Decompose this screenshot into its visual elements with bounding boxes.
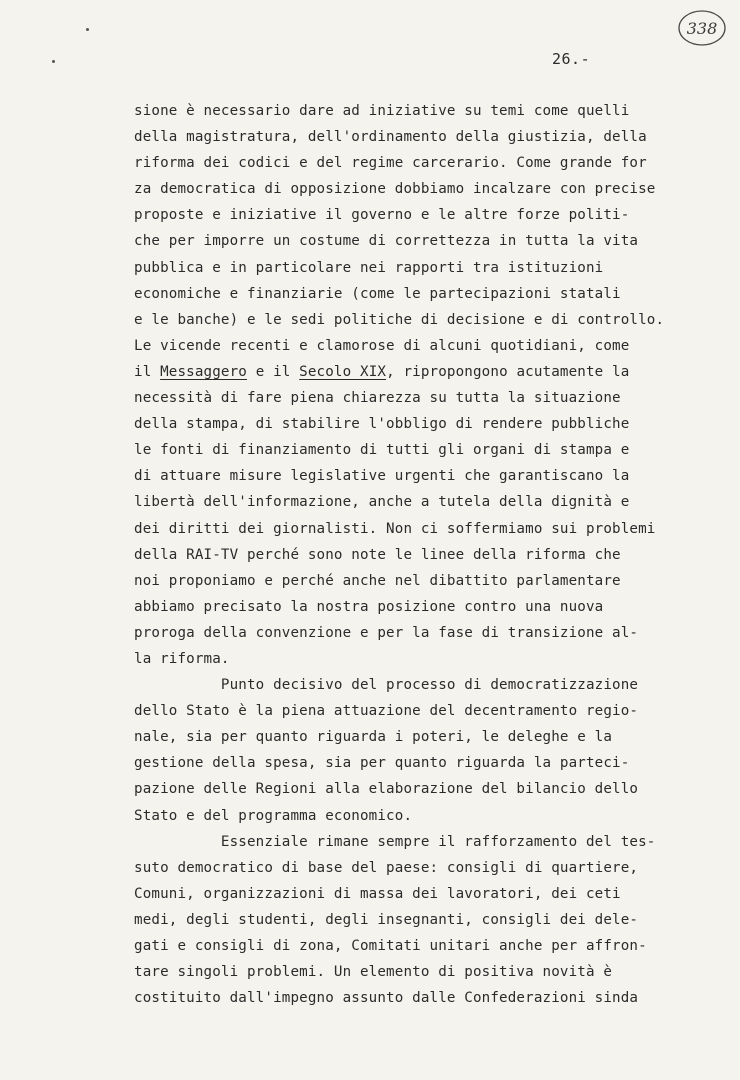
text-line: tare singoli problemi. Un elemento di positiva novità è <box>134 964 613 981</box>
text-line: medi, degli studenti, degli insegnanti, consigli dei dele- <box>134 911 639 928</box>
text-line: dello Stato è la piena attuazione del decentramento regio- <box>134 703 639 720</box>
text-line: necessità di fare piena chiarezza su tutta la situazione <box>134 390 621 407</box>
text-line: Stato e del programma economico. <box>134 807 413 824</box>
text-line: della stampa, di stabilire l'obbligo di rendere pubbliche <box>134 416 630 433</box>
text-fragment: e il <box>247 363 300 380</box>
text-line: la riforma. <box>134 650 230 667</box>
text-line: za democratica di opposizione dobbiamo incalzare con precise <box>134 181 656 198</box>
text-line: Comuni, organizzazioni di massa dei lavoratori, dei ceti <box>134 885 621 902</box>
archive-stamp-number: 338 <box>686 19 718 38</box>
text-line: nale, sia per quanto riguarda i poteri, le deleghe e la <box>134 729 613 746</box>
text-line: costituito dall'impegno assunto dalle Confederazioni sinda <box>134 990 639 1007</box>
speck <box>52 60 55 63</box>
underlined-title-secolo-xix: Secolo XIX <box>299 363 387 380</box>
text-line: Essenziale rimane sempre il rafforzamento del tes- <box>134 833 656 850</box>
text-line: Le vicende recenti e clamorose di alcuni quotidiani, come <box>134 337 630 354</box>
text-line: della magistratura, dell'ordinamento della giustizia, della <box>134 129 647 146</box>
text-line: Punto decisivo del processo di democratizzazione <box>134 677 639 694</box>
text-line: libertà dell'informazione, anche a tutela della dignità e <box>134 494 630 511</box>
text-line: pazione delle Regioni alla elaborazione del bilancio dello <box>134 781 639 798</box>
text-line: le fonti di finanziamento di tutti gli organi di stampa e <box>134 442 630 459</box>
text-line-with-underlines <box>134 359 694 385</box>
text-line: proroga della convenzione e per la fase di transizione al- <box>134 624 639 641</box>
text-line: noi proponiamo e perché anche nel dibattito parlamentare <box>134 572 621 589</box>
text-line: dei diritti dei giornalisti. Non ci soffermiamo sui problemi <box>134 520 656 537</box>
text-line: gati e consigli di zona, Comitati unitari anche per affron- <box>134 938 647 954</box>
text-line: pubblica e in particolare nei rapporti tra istituzioni <box>134 259 604 276</box>
text-line: e le banche) e le sedi politiche di decisione e di controllo. <box>134 311 665 328</box>
archive-stamp <box>676 8 728 48</box>
text-line: di attuare misure legislative urgenti che garantiscano la <box>134 468 630 485</box>
text-line: che per imporre un costume di correttezza in tutta la vita <box>134 233 639 250</box>
text-line: sione è necessario dare ad iniziative su temi come quelli <box>134 103 630 119</box>
text-line: economiche e finanziarie (come le partecipazioni statali <box>134 285 621 302</box>
text-line: riforma dei codici e del regime carcerario. Come grande for <box>134 155 647 172</box>
text-line: suto democratico di base del paese: consigli di quartiere, <box>134 859 639 876</box>
text-line: gestione della spesa, sia per quanto riguarda la parteci- <box>134 755 630 772</box>
speck <box>86 28 89 31</box>
text-line: abbiamo precisato la nostra posizione contro una nuova <box>134 598 604 615</box>
text-fragment: , ripropongono acutamente la <box>386 363 630 380</box>
page-number: 26.- <box>552 50 591 68</box>
text-line: proposte e iniziative il governo e le altre forze politi- <box>134 207 630 224</box>
body-text <box>134 98 694 1011</box>
text-line: della RAI-TV perché sono note le linee della riforma che <box>134 546 621 563</box>
underlined-title-messaggero: Messaggero <box>160 363 247 380</box>
text-fragment: il <box>134 363 161 380</box>
